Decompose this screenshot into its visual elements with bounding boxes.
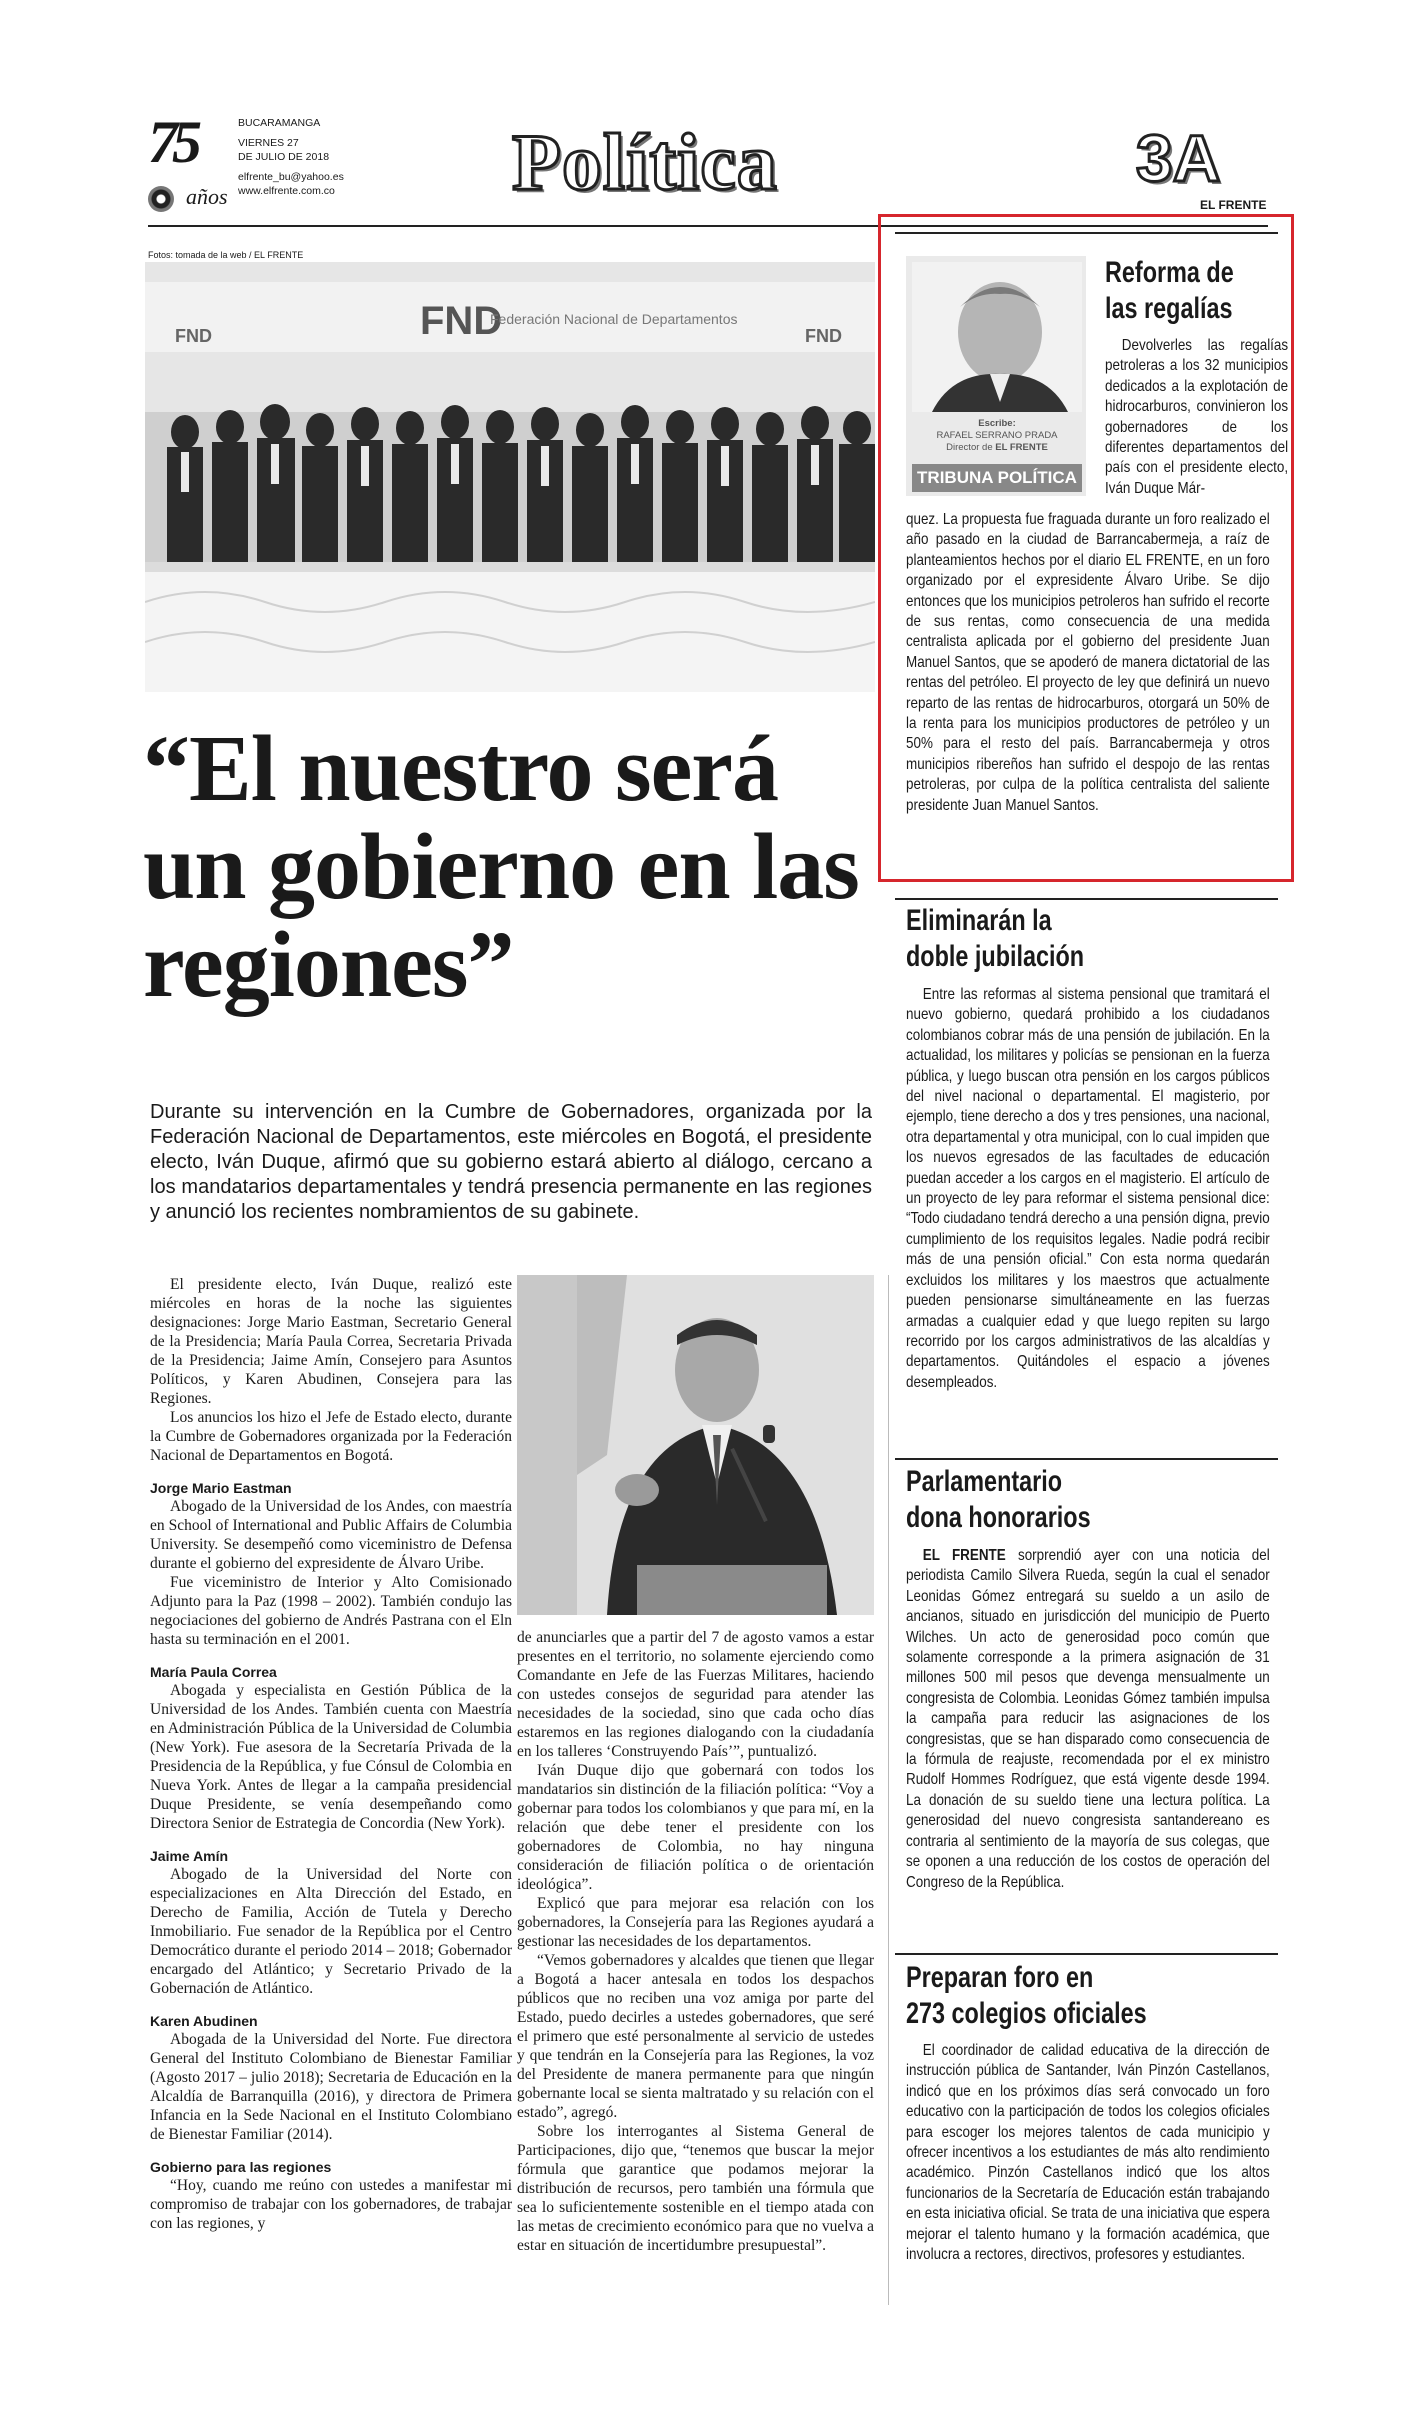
article-paragraph: El presidente electo, Iván Duque, realizó este miércoles en horas de la noche las siguientes designaciones: Jorge Mario Eastman, Secretario General de la Presidencia; María Paula Correa, Secretaria Privada de la Presidencia; Jaime Amín, Consejero para Asuntos Políticos, y Karen Abudinen, Consejera para las Regiones. <box>150 1276 512 1407</box>
brief-headline-line: doble jubilación <box>906 940 1085 973</box>
masthead-web[interactable]: www.elfrente.com.co <box>238 185 335 197</box>
article-paragraph: “Vemos gobernadores y alcaldes que tienen que llegar a Bogotá a hacer antesala en todos los despachos públicos que no reciben una voz amiga por parte del Estado, puedo decirles a ustedes gobernadores, que seré el primero que esté personalmente al servicio de ustedes y que tendrán en la Consejería para las Regiones, la voz del Presidente de manera permanente para que ningún gobernante local se sienta maltratado y su relación con el estado”, agregó. <box>517 1952 874 2121</box>
film-reel-icon <box>148 186 174 212</box>
brief-headline-foro <box>906 1960 1147 2032</box>
summit-photo-illustration <box>145 262 875 692</box>
anniversary-number: 75 <box>148 109 196 175</box>
banner-text-left: FND <box>175 326 212 346</box>
section-title: Política <box>512 119 778 207</box>
banner-text-right: FND <box>805 326 842 346</box>
brief-headline-jubilacion <box>906 903 1084 975</box>
article-column-left <box>150 1275 512 2233</box>
brief-headline-line: dona honorarios <box>906 1501 1091 1534</box>
duque-photo-illustration <box>517 1275 874 1615</box>
article-paragraph: de anunciarles que a partir del 7 de agosto vamos a estar presentes en el territorio, no solamente ejerciendo como Comandante en Jefe de las Fuerzas Militares, haciendo con ustedes consejos de seguridad para atender las necesidades de la sociedad, sino que cada ocho días estaremos en las regiones dialogando con la ciudadanía en los talleres ‘Construyendo País’”, puntualizó. <box>517 1629 874 1760</box>
columnist-portrait <box>912 262 1082 412</box>
subhead-gobierno: Gobierno para las regiones <box>150 2159 332 2175</box>
article-paragraph: Abogada y especialista en Gestión Pública de la Universidad de los Andes. También cuenta con Maestría en Administración Pública de la Universidad de Columbia (New York). Fue asesora de la Secretaría Privada de la Presidencia de la República, y fue Cónsul de Colombia en Nueva York. Antes de llegar a la campaña presidencial Duque Presidente, se venía desempeñando como Directora Senior de Estrategia de Concordia (New York). <box>150 1682 512 1832</box>
banner-text: FND <box>420 299 503 343</box>
article-paragraph: Fue viceministro de Interior y Alto Comisionado Adjunto para la Paz (1998 – 2002). También condujo las negociaciones del gobierno de Andrés Pastrana con el Eln hasta su terminación en el 2001. <box>150 1574 512 1648</box>
tribuna-label: TRIBUNA POLÍTICA <box>912 464 1082 492</box>
subhead-amin: Jaime Amín <box>150 1848 229 1864</box>
masthead-brand: EL FRENTE <box>1200 198 1267 212</box>
writer-role-brand: EL FRENTE <box>995 442 1048 453</box>
column-divider <box>888 1275 889 2305</box>
masthead-info <box>238 116 344 198</box>
section-rule <box>895 898 1278 900</box>
columnist-caption <box>912 418 1082 454</box>
brief-headline-honorarios <box>906 1464 1091 1536</box>
duque-photo <box>517 1275 874 1615</box>
lede: Durante su intervención en la Cumbre de Gobernadores, organizada por la Federación Nacional de Departamentos, este miércoles en Bogotá, el presidente electo, Iván Duque, afirmó que su gobierno estará abierto al diálogo, cercano a los mandatarios departamentales y tendrá presencia permanente en las regiones y anunció los recientes nombramientos de su gabinete. <box>150 1101 872 1223</box>
section-rule <box>895 1953 1278 1955</box>
brief-headline-line: Parlamentario <box>906 1465 1063 1498</box>
writer-role-prefix: Director de <box>946 442 993 453</box>
brief-headline-line: Eliminarán la <box>906 904 1052 937</box>
page-number: 3A <box>1136 121 1221 195</box>
brief-headline-line: Preparan foro en <box>906 1961 1094 1994</box>
article-paragraph: Los anuncios los hizo el Jefe de Estado electo, durante la Cumbre de Gobernadores organizada por la Federación Nacional de Departamentos en Bogotá. <box>150 1409 512 1464</box>
writer-role <box>912 442 1082 454</box>
tribuna-headline <box>1105 255 1234 327</box>
article-paragraph: Abogado de la Universidad del Norte con especializaciones en Alta Dirección del Estado, en Derecho de Familia, Acción de Tutela y Derecho Inmobiliario. Fue senador de la República por el Centro Democrático durante el periodo 2014 – 2018; Gobernador encargado del Atlántico; y Secretario Privado de la Gobernación de Atlántico. <box>150 1866 512 1997</box>
columnist-photo <box>912 262 1082 412</box>
article-paragraph: Explicó que para mejorar esa relación con los gobernadores, la Consejería para las Regiones ayudará a gestionar las necesidades de los departamentos. <box>517 1895 874 1950</box>
brief-body-text: sorprendió ayer con una noticia del periodista Camilo Silvera Rueda, según la cual el senador Leonidas Gómez entregará su sueldo a un asilo de ancianos, situado en jurisdicción del municipio de Puerto Wilches. Un acto de generosidad poco común que solamente corresponde a la primera asignación de 31 millones 500 mil pesos que devenga mensualmente un congresista de Colombia. Leonidas Gómez también impulsa la campaña para reducir las asignaciones de los congresistas, que se han disparado como consecuencia de la fórmula de reajuste, recomendada por el ex ministro Rudolf Hommes Rodríguez, que está vigente desde 1994. La donación de su sueldo tiene una lectura política. La generosidad del nuevo congresista santandereano es contraria al sentimiento de la mayoría de sus colegas, que se oponen a una reducción de los costos de operación del Congreso de la República. <box>906 1547 1270 1891</box>
section-rule <box>895 232 1278 234</box>
article-paragraph: Sobre los interrogantes al Sistema General de Participaciones, dijo que, “tenemos que buscar la mejor fórmula que garantice que podamos mejorar la distribución de recursos, pero también una fórmula que sea lo suficientemente sostenible en el tiempo atada con las metas de crecimiento económico para que no vuelva a estar en situación de incertidumbre presupuestal”. <box>517 2123 874 2254</box>
article-column-mid <box>517 1628 874 2255</box>
headline: “El nuestro será un gobierno en las regiones” <box>143 717 859 1017</box>
brief-body-honorarios <box>906 1546 1270 1893</box>
writer-name: RAFAEL SERRANO PRADA <box>936 430 1058 441</box>
subhead-eastman: Jorge Mario Eastman <box>150 1480 292 1496</box>
subhead-abudinen: Karen Abudinen <box>150 2013 258 2029</box>
writer-label: Escribe: <box>978 418 1016 429</box>
article-paragraph: “Hoy, cuando me reúno con ustedes a manifestar mi compromiso de trabajar con los gobernadores, de trabajar con las regiones, y <box>150 2177 512 2232</box>
tribuna-body-top: Devolverles las regalías petroleras a los 32 municipios dedicados a la explotación de hidrocarburos, convinieron los gobernadores de los diferentes departamentos del país con el presidente electo, Iván Duque Már- <box>1105 337 1289 497</box>
subhead-correa: María Paula Correa <box>150 1664 277 1680</box>
section-rule <box>895 1458 1278 1460</box>
brief-lead-brand: EL FRENTE <box>922 1547 1006 1564</box>
brief-body-jubilacion: Entre las reformas al sistema pensional que tramitará el nuevo gobierno, quedará prohibido a los ciudadanos colombianos cobrar más de una pensión de jubilación. En la actualidad, los militares y policías se pensionan en la fuerza pública, y luego buscan otra pensión en los cargos públicos del nivel nacional o departamental. El magisterio, por ejemplo, tiene derecho a dos y tres pensiones, una nacional, otra departamental y otra municipal, con lo cual impiden que los nuevos egresados de las facultades de educación puedan acceder a los cargos en el magisterio. El artículo de un proyecto de ley para reformar el sistema pensional dice: “Todo ciudadano tendrá derecho a una pensión digna, previo cumplimiento de los requisitos legales. Nadie podrá recibir más de una pensión oficial.” Con esta norma quedarán excluidos los militares y los maestros que actualmente pueden pensionarse simultáneamente en las fuerzas armadas a cualquier edad y que luego repiten su largo recorrido por los cargos administrativos de las alcaldías y departamentos. Quitándoles el espacio a jóvenes desempleados. <box>906 986 1270 1391</box>
article-paragraph: Iván Duque dijo que gobernará con todos los mandatarios sin distinción de la filiación política: “Voy a gobernar para todos los colombianos y que para mí, en la relación que debe tener el presidente con los gobernadores de Colombia, no hay ninguna consideración de filiación política o de orientación ideológica”. <box>517 1762 874 1893</box>
tribuna-headline-line: Reforma de <box>1105 256 1234 289</box>
masthead-weekday: VIERNES 27 <box>238 137 299 149</box>
brief-body-foro: El coordinador de calidad educativa de la dirección de instrucción pública de Santander, Iván Pinzón Castellanos, indicó que en los próximos días será convocado un foro educativo con la participación de todos los colegios oficiales para escoger los mejores talentos de cada municipio y ofrecer incentivos a los estudiantes de más alto rendimiento académico. Pinzón Castellanos indicó que los altos funcionarios de la Secretaría de Educación están trabajando en esta iniciativa oficial. Se trata de una iniciativa que espera mejorar el talento humano y la formación académica, que involucra a rectores, directivos, profesores y estudiantes. <box>906 2042 1270 2264</box>
tribuna-headline-line: las regalías <box>1105 292 1233 325</box>
masthead-city: BUCARAMANGA <box>238 117 321 129</box>
article-paragraph: Abogada de la Universidad del Norte. Fue directora General del Instituto Colombiano de Bienestar Familiar (Agosto 2017 – julio 2018); Secretaria de Educación en la Alcaldía de Barranquilla (2016), y directora de Primera Infancia en la Sede Nacional en el Instituto Colombiano de Bienestar Familiar (2014). <box>150 2031 512 2143</box>
summit-photo <box>145 262 875 692</box>
banner-subtext: Federación Nacional de Departamentos <box>490 311 738 327</box>
masthead-date: DE JULIO DE 2018 <box>238 151 330 163</box>
article-paragraph: Abogado de la Universidad de los Andes, con maestría en School of International and Public Affairs de Columbia University. Se desempeñó como viceministro de Defensa durante el gobierno del expresidente de Álvaro Uribe. <box>150 1498 512 1572</box>
photo-credit: Fotos: tomada de la web / EL FRENTE <box>148 250 304 260</box>
tribuna-body-bottom: quez. La propuesta fue fraguada durante un foro realizado el año pasado en la ciudad de Barrancabermeja, a raíz de planteamientos hechos por el diario EL FRENTE, en un foro organizado por el expresidente Álvaro Uribe. Se dijo entonces que los municipios petroleros han sufrido el recorte de sus rentas, como consecuencia de una medida centralista aplicada por el gobierno del presidente Juan Manuel Santos, que se apoderó de manera dictatorial de las rentas del petróleo. El proyecto de ley que definirá un nuevo reparto de las rentas de hidrocarburos, otorgará un 50% de la renta para los municipios productores de petróleo y un 50% para el resto del país. Barrancabermeja y otros municipios ribereños han sufrido el despojo de las rentas petroleras, por culpa de la política centralista del saliente presidente Juan Manuel Santos. <box>906 511 1270 814</box>
anniversary-logo <box>148 109 228 222</box>
anniversary-anos: años <box>186 184 228 209</box>
masthead-email[interactable]: elfrente_bu@yahoo.es <box>238 171 344 183</box>
brief-headline-line: 273 colegios oficiales <box>906 1997 1147 2030</box>
